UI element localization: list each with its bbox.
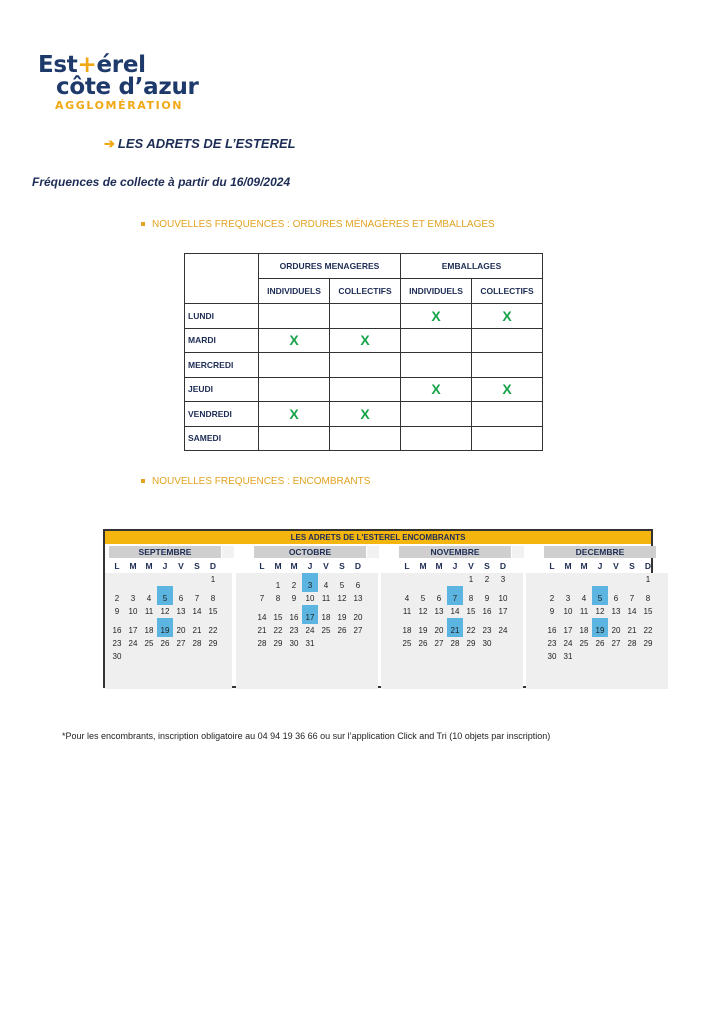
month-separator <box>367 546 379 558</box>
month-name: DECEMBRE <box>544 546 656 558</box>
collection-cell: X <box>259 402 330 427</box>
weekday-label: L <box>404 561 410 571</box>
calendar-week <box>399 592 511 605</box>
calendar-day: 28 <box>257 639 267 648</box>
calendar-day <box>640 650 656 663</box>
calendar-day: 14 <box>257 613 267 622</box>
collection-cell: X <box>472 304 543 329</box>
weekday-header <box>254 559 366 573</box>
calendar-day: 12 <box>160 607 170 616</box>
calendar-day <box>157 650 173 663</box>
calendar-day: 8 <box>468 594 474 603</box>
calendar-week <box>254 624 366 637</box>
calendar-week <box>254 637 366 650</box>
calendar-day: 17 <box>128 626 138 635</box>
calendar-day: 18 <box>144 626 154 635</box>
calendar-day: 3 <box>565 594 571 603</box>
calendar-day: 19 <box>337 613 347 622</box>
calendar-day <box>173 650 189 663</box>
calendar-day <box>608 573 624 586</box>
pickup-day: 5 <box>592 586 608 605</box>
calendar-day <box>205 650 221 663</box>
calendar-day: 6 <box>436 594 442 603</box>
weekday-label: M <box>564 561 572 571</box>
calendar-day: 29 <box>466 639 476 648</box>
collection-cell: X <box>401 377 472 402</box>
calendar-day: 10 <box>128 607 138 616</box>
collection-cell <box>330 426 401 451</box>
calendar-day: 23 <box>482 626 492 635</box>
calendar-day: 6 <box>613 594 619 603</box>
calendar-day: 25 <box>144 639 154 648</box>
collection-cell <box>401 353 472 378</box>
calendar-day: 1 <box>645 575 651 584</box>
calendar-day <box>254 579 270 592</box>
calendar-day: 8 <box>645 594 651 603</box>
calendar-day: 16 <box>112 626 122 635</box>
calendar-day: 9 <box>291 594 297 603</box>
month-separator <box>512 546 524 558</box>
calendar-day: 16 <box>289 613 299 622</box>
calendar-day: 18 <box>321 613 331 622</box>
weekday-label: M <box>419 561 427 571</box>
calendar-day: 19 <box>418 626 428 635</box>
weekday-header <box>544 559 656 573</box>
calendar-day: 7 <box>259 594 265 603</box>
weekday-label: S <box>484 561 490 571</box>
calendar-day: 2 <box>291 581 297 590</box>
calendar-day: 18 <box>402 626 412 635</box>
pickup-day: 19 <box>592 618 608 637</box>
table-row <box>185 328 543 353</box>
calendar-day: 24 <box>305 626 315 635</box>
bullet-household-waste: NOUVELLES FREQUENCES : ORDURES MÉNAGÈRES ET EMBALLAGES <box>141 219 495 230</box>
collection-cell <box>401 426 472 451</box>
day-label: JEUDI <box>185 377 259 402</box>
weekday-label: S <box>339 561 345 571</box>
calendar-day <box>141 650 157 663</box>
calendar-day: 14 <box>450 607 460 616</box>
calendar-day: 4 <box>146 594 152 603</box>
calendar-day <box>624 650 640 663</box>
calendar-day <box>109 573 125 586</box>
weekday-label: J <box>452 561 458 571</box>
pickup-day: 21 <box>447 618 463 637</box>
weekday-label: L <box>259 561 265 571</box>
pickup-day: 7 <box>447 586 463 605</box>
calendar-day: 16 <box>482 607 492 616</box>
calendar-day <box>495 637 511 650</box>
calendar-week <box>109 605 221 618</box>
calendar-day: 28 <box>450 639 460 648</box>
calendar-day: 3 <box>130 594 136 603</box>
calendar-day: 11 <box>144 607 154 616</box>
weekday-label: V <box>613 561 619 571</box>
calendar-day: 11 <box>579 607 589 616</box>
collection-cell: X <box>259 328 330 353</box>
calendar-day: 5 <box>339 581 345 590</box>
calendar-day: 27 <box>434 639 444 648</box>
collection-cell: X <box>330 328 401 353</box>
calendar-day: 30 <box>112 652 122 661</box>
calendar-day <box>125 573 141 586</box>
collection-cell <box>330 353 401 378</box>
header-packaging: EMBALLAGES <box>401 254 543 279</box>
calendar-week <box>544 573 656 586</box>
weekday-label: M <box>290 561 298 571</box>
calendar-day: 13 <box>434 607 444 616</box>
calendar-day: 26 <box>595 639 605 648</box>
calendar-day: 23 <box>112 639 122 648</box>
calendar-week <box>254 611 366 624</box>
calendar-day: 13 <box>611 607 621 616</box>
calendar-day: 27 <box>353 626 363 635</box>
calendar-day: 25 <box>321 626 331 635</box>
table-row <box>185 402 543 427</box>
calendar-day: 2 <box>484 575 490 584</box>
calendar-day: 24 <box>498 626 508 635</box>
calendar-day: 11 <box>402 607 412 616</box>
calendar-day: 15 <box>643 607 653 616</box>
calendar-day: 16 <box>547 626 557 635</box>
calendar-day: 2 <box>114 594 120 603</box>
calendar-week <box>544 605 656 618</box>
subheader-collective: COLLECTIFS <box>330 279 401 304</box>
calendar-day <box>189 650 205 663</box>
day-label: MARDI <box>185 328 259 353</box>
calendar-day: 27 <box>176 639 186 648</box>
calendar-week <box>254 592 366 605</box>
weekday-label: J <box>162 561 168 571</box>
day-label: LUNDI <box>185 304 259 329</box>
calendar-week <box>254 579 366 592</box>
day-label: MERCREDI <box>185 353 259 378</box>
weekday-label: S <box>194 561 200 571</box>
calendar-day: 30 <box>482 639 492 648</box>
collection-cell <box>401 328 472 353</box>
calendar-day: 15 <box>208 607 218 616</box>
weekday-header <box>399 559 511 573</box>
calendar-day: 27 <box>611 639 621 648</box>
calendar-day: 10 <box>563 607 573 616</box>
calendar-day: 22 <box>466 626 476 635</box>
weekday-label: J <box>597 561 603 571</box>
calendar-day: 8 <box>210 594 216 603</box>
calendar-week <box>399 605 511 618</box>
weekday-label: D <box>499 561 507 571</box>
weekday-label: M <box>145 561 153 571</box>
pickup-day: 3 <box>302 573 318 592</box>
calendar-day: 29 <box>208 639 218 648</box>
calendar-day <box>415 573 431 586</box>
calendar-day: 26 <box>337 626 347 635</box>
calendar-day <box>447 573 463 586</box>
weekday-label: V <box>178 561 184 571</box>
collection-cell <box>259 304 330 329</box>
weekday-label: V <box>468 561 474 571</box>
collection-cell: X <box>401 304 472 329</box>
calendar-day: 20 <box>434 626 444 635</box>
collection-cell: X <box>472 377 543 402</box>
collection-cell <box>259 353 330 378</box>
collection-cell <box>330 377 401 402</box>
calendar-title: LES ADRETS DE L'ESTEREL ENCOMBRANTS <box>105 531 651 544</box>
calendar-day: 12 <box>595 607 605 616</box>
weekday-label: D <box>209 561 217 571</box>
subheader-individual: INDIVIDUELS <box>259 279 330 304</box>
day-label: SAMEDI <box>185 426 259 451</box>
calendar-day: 31 <box>305 639 315 648</box>
calendar-day: 5 <box>420 594 426 603</box>
calendar-day: 26 <box>418 639 428 648</box>
footnote: *Pour les encombrants, inscription obligatoire au 04 94 19 36 66 ou sur l’application Click and Tri (10 objets par inscription) <box>62 731 551 741</box>
calendar-day: 4 <box>581 594 587 603</box>
subheader-collective: COLLECTIFS <box>472 279 543 304</box>
calendar-day <box>624 573 640 586</box>
calendar-day: 25 <box>402 639 412 648</box>
calendar-day: 12 <box>337 594 347 603</box>
calendar-day: 8 <box>275 594 281 603</box>
calendar-week <box>109 624 221 637</box>
calendar-day: 15 <box>466 607 476 616</box>
calendar-day: 1 <box>275 581 281 590</box>
weekday-label: M <box>435 561 443 571</box>
weekday-label: L <box>549 561 555 571</box>
bullet-bulky-waste: NOUVELLES FREQUENCES : ENCOMBRANTS <box>141 476 370 487</box>
calendar-day: 14 <box>627 607 637 616</box>
calendar-day: 12 <box>418 607 428 616</box>
calendar-day <box>334 637 350 650</box>
calendar-day <box>399 573 415 586</box>
weekday-label: J <box>307 561 313 571</box>
square-bullet-icon <box>141 222 145 226</box>
calendar-day <box>318 637 334 650</box>
collection-cell <box>472 426 543 451</box>
month-separator <box>222 546 234 558</box>
calendar-month <box>254 546 366 650</box>
calendar-day: 20 <box>353 613 363 622</box>
calendar-day: 26 <box>160 639 170 648</box>
calendar-day: 1 <box>468 575 474 584</box>
calendar-day <box>592 573 608 586</box>
calendar-week <box>544 637 656 650</box>
calendar-day: 25 <box>579 639 589 648</box>
calendar-day: 28 <box>192 639 202 648</box>
calendar-day: 10 <box>498 594 508 603</box>
calendar-day: 29 <box>273 639 283 648</box>
calendar-day: 7 <box>194 594 200 603</box>
weekday-label: V <box>323 561 329 571</box>
calendar-month <box>399 546 511 650</box>
calendar-day: 30 <box>289 639 299 648</box>
header-household-waste: ORDURES MENAGERES <box>259 254 401 279</box>
collection-cell <box>330 304 401 329</box>
calendar-day: 28 <box>627 639 637 648</box>
collection-cell <box>472 353 543 378</box>
table-row <box>185 353 543 378</box>
calendar-day <box>431 573 447 586</box>
calendar-day: 7 <box>629 594 635 603</box>
table-corner <box>185 254 259 304</box>
calendar-day: 6 <box>178 594 184 603</box>
calendar-day: 23 <box>289 626 299 635</box>
frequency-subtitle: Fréquences de collecte à partir du 16/09/2024 <box>32 175 291 189</box>
logo-line-1: Est+érel <box>38 52 146 78</box>
calendar-day: 3 <box>500 575 506 584</box>
calendar-day: 20 <box>611 626 621 635</box>
calendar-day: 24 <box>128 639 138 648</box>
weekday-label: S <box>629 561 635 571</box>
calendar-week <box>544 624 656 637</box>
month-name: NOVEMBRE <box>399 546 511 558</box>
collection-cell <box>259 426 330 451</box>
calendar-day: 21 <box>627 626 637 635</box>
month-name: SEPTEMBRE <box>109 546 221 558</box>
calendar-day: 9 <box>484 594 490 603</box>
calendar-week <box>109 573 221 586</box>
logo-line-3: AGGLOMÉRATION <box>55 99 184 112</box>
calendar-day <box>592 650 608 663</box>
calendar-day: 6 <box>355 581 361 590</box>
calendar-day: 18 <box>579 626 589 635</box>
weekday-label: L <box>114 561 120 571</box>
calendar-day: 4 <box>404 594 410 603</box>
collection-cell <box>401 402 472 427</box>
calendar-day: 11 <box>321 594 331 603</box>
calendar-month <box>109 546 221 663</box>
calendar-day <box>350 637 366 650</box>
calendar-day: 13 <box>176 607 186 616</box>
collection-frequency-table <box>184 253 543 451</box>
table-row <box>185 304 543 329</box>
collection-cell: X <box>330 402 401 427</box>
calendar-day: 4 <box>323 581 329 590</box>
calendar-day: 22 <box>643 626 653 635</box>
bulky-waste-calendar <box>103 529 653 688</box>
calendar-day: 2 <box>549 594 555 603</box>
month-name: OCTOBRE <box>254 546 366 558</box>
calendar-day <box>189 573 205 586</box>
calendar-day: 22 <box>208 626 218 635</box>
calendar-day <box>544 573 560 586</box>
calendar-day <box>157 573 173 586</box>
collection-cell <box>259 377 330 402</box>
collection-cell <box>472 328 543 353</box>
calendar-day: 13 <box>353 594 363 603</box>
calendar-day: 1 <box>210 575 216 584</box>
calendar-day <box>560 573 576 586</box>
calendar-day: 17 <box>498 607 508 616</box>
square-bullet-icon <box>141 479 145 483</box>
calendar-day: 9 <box>114 607 120 616</box>
calendar-day <box>576 650 592 663</box>
calendar-day: 22 <box>273 626 283 635</box>
subheader-individual: INDIVIDUELS <box>401 279 472 304</box>
calendar-day: 29 <box>643 639 653 648</box>
calendar-day: 21 <box>257 626 267 635</box>
day-label: VENDREDI <box>185 402 259 427</box>
arrow-right-icon: ➔ <box>104 136 115 151</box>
calendar-week <box>109 637 221 650</box>
weekday-label: M <box>580 561 588 571</box>
collection-cell <box>472 402 543 427</box>
weekday-label: D <box>354 561 362 571</box>
calendar-day: 17 <box>563 626 573 635</box>
calendar-day <box>141 573 157 586</box>
calendar-day: 14 <box>192 607 202 616</box>
weekday-header <box>109 559 221 573</box>
calendar-week <box>544 592 656 605</box>
pickup-day: 17 <box>302 605 318 624</box>
calendar-week <box>399 637 511 650</box>
calendar-day <box>125 650 141 663</box>
calendar-day: 20 <box>176 626 186 635</box>
calendar-week <box>109 650 221 663</box>
pickup-day: 19 <box>157 618 173 637</box>
table-row <box>185 377 543 402</box>
calendar-day <box>173 573 189 586</box>
calendar-day: 9 <box>549 607 555 616</box>
calendar-day: 30 <box>547 652 557 661</box>
calendar-week <box>399 573 511 586</box>
weekday-label: M <box>274 561 282 571</box>
calendar-week <box>109 592 221 605</box>
calendar-day: 15 <box>273 613 283 622</box>
calendar-week <box>399 624 511 637</box>
section-title: ➔ LES ADRETS DE L’ESTEREL <box>104 136 296 151</box>
calendar-day: 23 <box>547 639 557 648</box>
pickup-day: 5 <box>157 586 173 605</box>
calendar-day: 24 <box>563 639 573 648</box>
calendar-day: 21 <box>192 626 202 635</box>
calendar-month <box>544 546 656 663</box>
calendar-day <box>608 650 624 663</box>
calendar-day <box>576 573 592 586</box>
weekday-label: M <box>129 561 137 571</box>
calendar-day: 10 <box>305 594 315 603</box>
logo <box>38 54 199 112</box>
calendar-day: 31 <box>563 652 573 661</box>
weekday-label: D <box>644 561 652 571</box>
logo-line-2: côte d’azur <box>56 74 199 100</box>
table-row <box>185 426 543 451</box>
calendar-week <box>544 650 656 663</box>
